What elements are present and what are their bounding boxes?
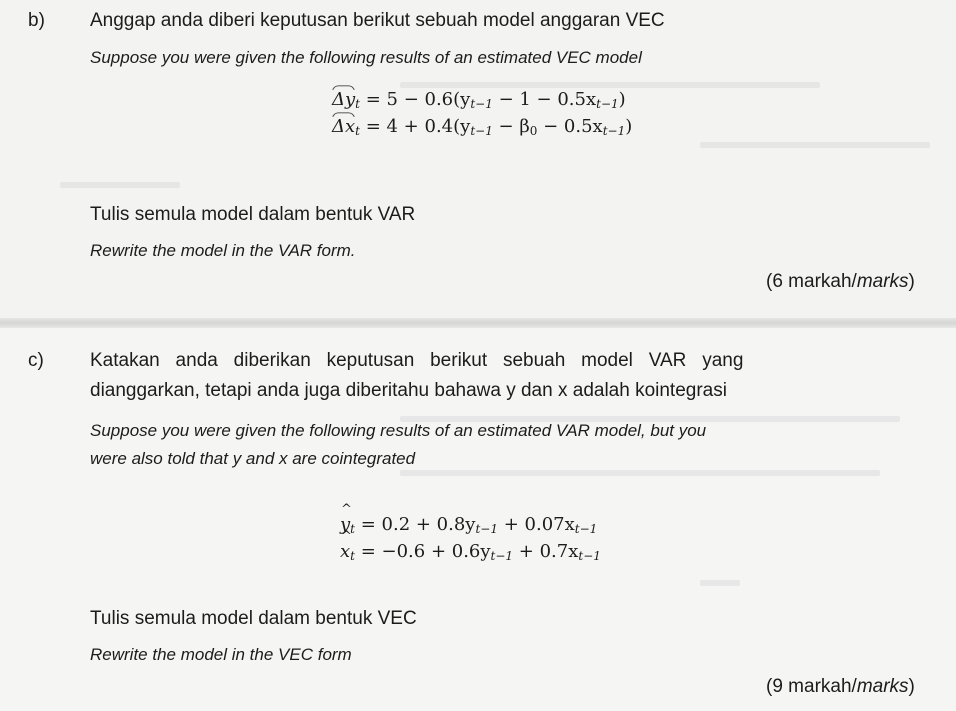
equation-delta-x: $\Delta x_t = 4 + 0.4(y_{t-1} - \beta_0 - 0.5x_{t-1})$	[332, 116, 633, 138]
question-c-task-malay: Tulis semula model dalam bentuk VEC	[90, 608, 417, 629]
question-b-task-english: Rewrite the model in the VAR form.	[90, 241, 356, 260]
marks-c: (9 markah/marks)	[766, 676, 915, 697]
question-label-c: c)	[28, 350, 44, 371]
question-c-intro-malay-line2: dianggarkan, tetapi anda juga diberitahu bahawa y dan x adalah kointegrasi	[90, 380, 727, 401]
section-divider	[0, 318, 956, 328]
show-through-text	[60, 182, 180, 188]
question-c-task-english: Rewrite the model in the VEC form	[90, 645, 352, 664]
question-label-b: b)	[28, 10, 45, 31]
question-b-task-malay: Tulis semula model dalam bentuk VAR	[90, 204, 416, 225]
question-c-panel	[0, 328, 956, 711]
question-c-intro-english-line2: were also told that y and x are cointegrated	[90, 449, 416, 468]
question-b-intro-english: Suppose you were given the following results of an estimated VEC model	[90, 48, 642, 67]
show-through-text	[400, 470, 880, 476]
marks-b: (6 markah/marks)	[766, 271, 915, 292]
question-b-intro-malay: Anggap anda diberi keputusan berikut sebuah model anggaran VEC	[90, 10, 665, 31]
equation-y-hat: y $\^{}_t = 0.2 + 0.8y_{t-1} + 0.07x_{t-1}$	[340, 514, 597, 536]
show-through-text	[700, 142, 930, 148]
equation-x-hat: x $\^{}_t = -0.6 + 0.6y_{t-1} + 0.7x_{t-1}$	[340, 541, 601, 563]
question-c-intro-malay-line1: Katakan anda diberikan keputusan berikut sebuah model VAR yang	[90, 350, 744, 371]
show-through-text	[400, 82, 820, 88]
equation-delta-y: $\Delta y_t = 5 - 0.6(y_{t-1} - 1 - 0.5x_{t-1})$	[332, 89, 626, 111]
question-c-intro-english-line1: Suppose you were given the following results of an estimated VAR model, but you	[90, 421, 707, 440]
show-through-text	[700, 580, 740, 586]
question-b-panel	[0, 0, 956, 320]
